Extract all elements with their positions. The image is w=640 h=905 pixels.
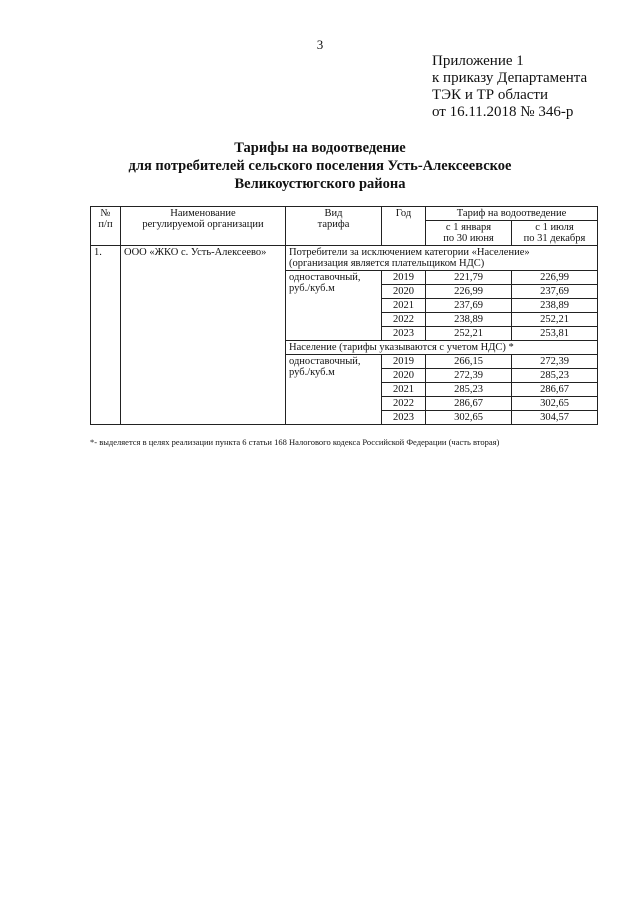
- tariff-value: 302,65: [426, 411, 512, 425]
- year-cell: 2020: [382, 369, 426, 383]
- page-number: 3: [316, 37, 324, 52]
- year-cell: 2022: [382, 397, 426, 411]
- tariff-value: 285,23: [426, 383, 512, 397]
- tariff-value: 272,39: [426, 369, 512, 383]
- group-heading: Потребители за исключением категории «Население» (организация является плательщиком НДС): [286, 246, 598, 271]
- tariff-value: 302,65: [512, 397, 598, 411]
- tariff-value: 237,69: [512, 285, 598, 299]
- header-tariff: Тариф на водоотведение: [426, 207, 598, 221]
- header-year: Год: [382, 207, 426, 246]
- title-line: Великоустюгского района: [234, 176, 406, 192]
- organization-name: ООО «ЖКО с. Усть-Алексеево»: [121, 246, 286, 425]
- appendix-line: ТЭК и ТР области: [432, 87, 548, 103]
- tariff-value: 252,21: [426, 327, 512, 341]
- year-cell: 2021: [382, 383, 426, 397]
- appendix-block: [432, 53, 587, 121]
- tariff-value: 272,39: [512, 355, 598, 369]
- tariff-value: 286,67: [512, 383, 598, 397]
- year-cell: 2023: [382, 411, 426, 425]
- header-tariff-type: Вид тарифа: [286, 207, 382, 246]
- tariff-value: 252,21: [512, 313, 598, 327]
- year-cell: 2019: [382, 355, 426, 369]
- appendix-line: к приказу Департамента: [432, 70, 588, 86]
- tariff-value: 286,67: [426, 397, 512, 411]
- header-period-1: с 1 января по 30 июня: [426, 221, 512, 246]
- tariff-type: одноставочный, руб./куб.м: [286, 271, 382, 341]
- tariff-value: 253,81: [512, 327, 598, 341]
- year-cell: 2021: [382, 299, 426, 313]
- row-number: 1.: [91, 246, 121, 425]
- tariff-value: 238,89: [512, 299, 598, 313]
- tariff-value: 237,69: [426, 299, 512, 313]
- appendix-line: Приложение 1: [432, 53, 524, 69]
- title-line: Тарифы на водоотведение: [234, 140, 406, 156]
- header-organization: Наименование регулируемой организации: [121, 207, 286, 246]
- header-period-2: с 1 июля по 31 декабря: [512, 221, 598, 246]
- tariff-value: 304,57: [512, 411, 598, 425]
- appendix-line: от 16.11.2018 № 346-р: [432, 104, 574, 120]
- tariff-value: 238,89: [426, 313, 512, 327]
- tariff-value: 226,99: [426, 285, 512, 299]
- footnote: *- выделяется в целях реализации пункта 6 статьи 168 Налогового кодекса Российской Федерации (часть вторая): [90, 437, 500, 447]
- year-cell: 2022: [382, 313, 426, 327]
- year-cell: 2023: [382, 327, 426, 341]
- tariff-value: 221,79: [426, 271, 512, 285]
- year-cell: 2020: [382, 285, 426, 299]
- title-line: для потребителей сельского поселения Усть-Алексеевское: [128, 158, 512, 174]
- group-heading: Население (тарифы указываются с учетом НДС) *: [286, 341, 598, 355]
- tariff-value: 285,23: [512, 369, 598, 383]
- tariff-table: [90, 206, 598, 425]
- year-cell: 2019: [382, 271, 426, 285]
- tariff-value: 266,15: [426, 355, 512, 369]
- tariff-value: 226,99: [512, 271, 598, 285]
- document-title: [0, 139, 640, 193]
- tariff-type: одноставочный, руб./куб.м: [286, 355, 382, 425]
- header-number: № п/п: [91, 207, 121, 246]
